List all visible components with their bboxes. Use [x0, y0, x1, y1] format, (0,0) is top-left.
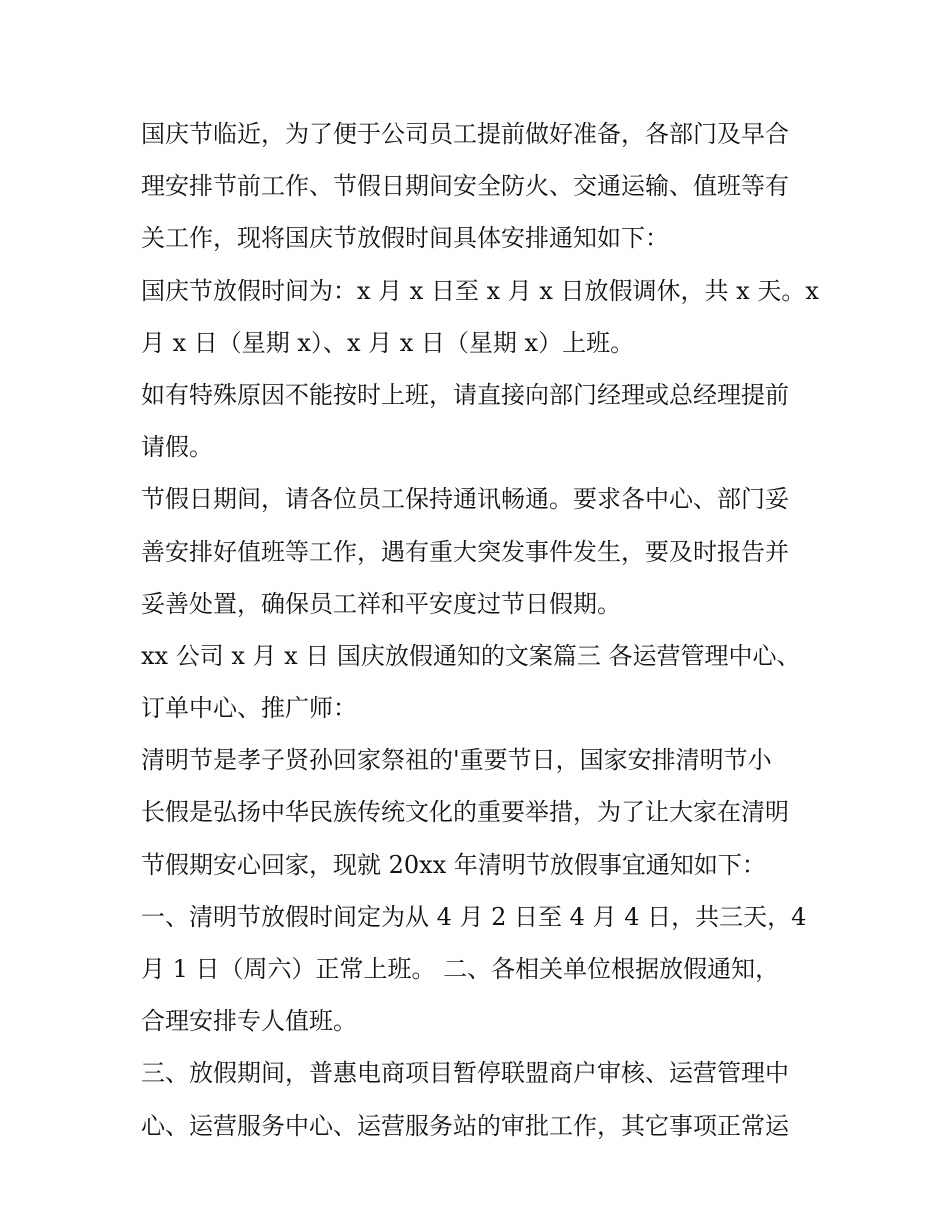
text-line: 妥善处置，确保员工祥和平安度过节日假期。 [141, 589, 621, 618]
text-line: 国庆节临近，为了便于公司员工提前做好准备，各部门及早合 [141, 120, 789, 148]
text-line: 清明节是孝子贤孙回家祭祖的'重要节日，国家安排清明节小 [141, 746, 772, 775]
text-line: 订单中心、推广师： [141, 694, 357, 723]
text-line: 心、运营服务中心、运营服务站的审批工作，其它事项正常运 [141, 1111, 789, 1140]
text-line: 节假期安心回家，现就 20xx 年清明节放假事宜通知如下： [141, 850, 766, 879]
text-line: 国庆节放假时间为：x 月 x 日至 x 月 x 日放假调休，共 x 天。x [141, 276, 819, 305]
text-line: 关工作，现将国庆节放假时间具体安排通知如下： [141, 224, 669, 253]
text-line: 理安排节前工作、节假日期间安全防火、交通运输、值班等有 [141, 172, 789, 201]
text-line: xx 公司 x 月 x 日 国庆放假通知的文案篇三 各运营管理中心、 [141, 641, 801, 670]
text-line: 如有特殊原因不能按时上班，请直接向部门经理或总经理提前 [141, 380, 789, 409]
document-body [141, 108, 821, 1152]
text-line: 合理安排专人值班。 [141, 1007, 357, 1036]
text-line: 请假。 [141, 433, 213, 462]
text-line: 月 x 日（星期 x）、x 月 x 日（星期 x）上班。 [141, 328, 635, 357]
text-line: 一、清明节放假时间定为从 4 月 2 日至 4 月 4 日，共三天，4 [141, 902, 807, 931]
text-line: 三、放假期间，普惠电商项目暂停联盟商户审核、运营管理中 [141, 1059, 789, 1088]
text-line: 月 1 日（周六）正常上班。 二、各相关单位根据放假通知， [141, 955, 780, 983]
text-line: 善安排好值班等工作，遇有重大突发事件发生，要及时报告并 [141, 537, 789, 566]
text-line: 节假日期间，请各位员工保持通讯畅通。要求各中心、部门妥 [141, 485, 789, 514]
text-line: 长假是弘扬中华民族传统文化的重要举措，为了让大家在清明 [141, 798, 789, 827]
